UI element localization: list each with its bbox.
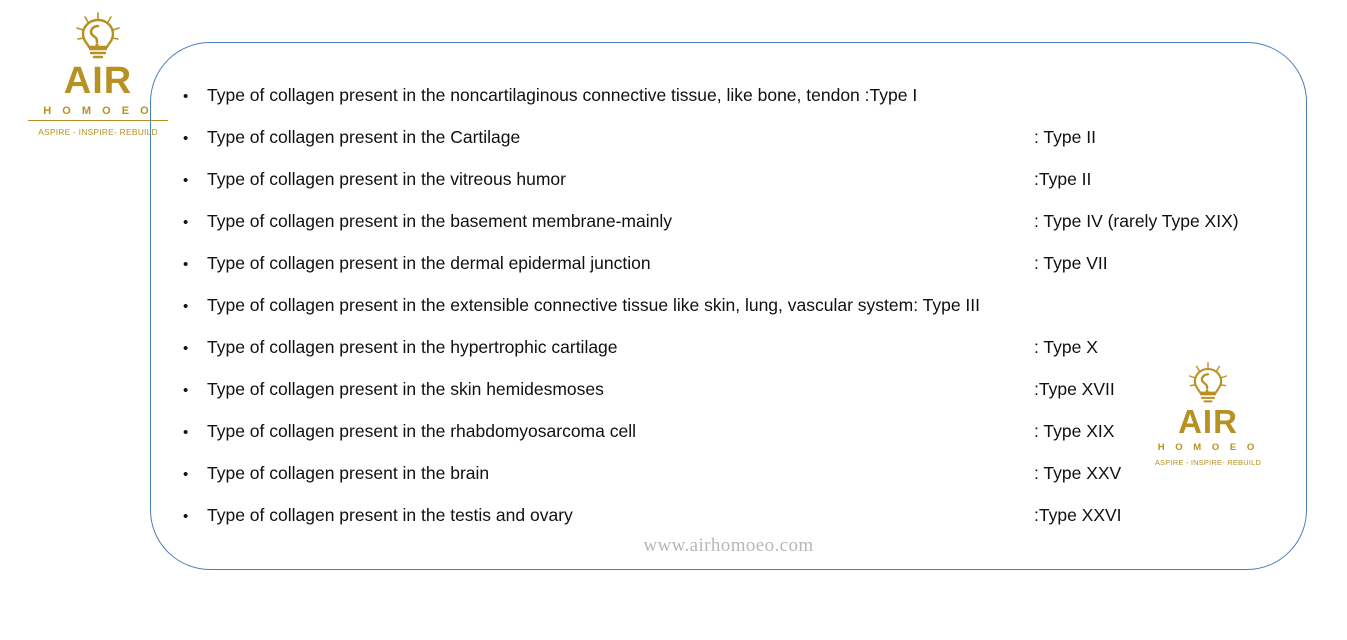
- bullet-icon: •: [183, 466, 189, 483]
- list-item-label: Type of collagen present in the Cartilage: [207, 127, 521, 147]
- list-item-label: Type of collagen present in the noncartilaginous connective tissue, like bone, tendon :Type I: [207, 85, 918, 105]
- bullet-icon: •: [183, 88, 189, 105]
- bullet-icon: •: [183, 508, 189, 525]
- brand-tagline: ASPIRE - INSPIRE- REBUILD: [1154, 458, 1262, 467]
- list-item-value: : Type X: [1034, 337, 1098, 357]
- list-item-value: :Type XXVI: [1034, 505, 1122, 525]
- list-item: [179, 421, 1286, 463]
- list-item-value: : Type XIX: [1034, 421, 1115, 441]
- bullet-icon: •: [183, 382, 189, 399]
- list-item: [179, 463, 1286, 505]
- list-item-value: : Type XXV: [1034, 463, 1122, 483]
- lightbulb-icon: [68, 12, 128, 60]
- website-footer: www.airhomoeo.com: [643, 535, 814, 556]
- list-item: [179, 211, 1286, 253]
- content-panel: [150, 42, 1307, 570]
- list-item-label: Type of collagen present in the rhabdomyosarcoma cell: [207, 421, 636, 441]
- list-item-value: : Type IV (rarely Type XIX): [1034, 211, 1239, 231]
- list-item-label: Type of collagen present in the basement membrane-mainly: [207, 211, 672, 231]
- list-item: [179, 379, 1286, 421]
- list-item: [179, 253, 1286, 295]
- list-item-value: : Type II: [1034, 127, 1096, 147]
- list-item: [179, 295, 1286, 337]
- brand-logo: [28, 12, 168, 137]
- list-item-value: : Type VII: [1034, 253, 1108, 273]
- list-item-label: Type of collagen present in the extensible connective tissue like skin, lung, vascular system: Type III: [207, 295, 980, 315]
- bullet-icon: •: [183, 172, 189, 189]
- bullet-icon: •: [183, 424, 189, 441]
- list-item: [179, 85, 1286, 127]
- brand-subtitle: H O M O E O: [43, 105, 153, 117]
- list-item: [179, 127, 1286, 169]
- brand-wordmark: AIR: [63, 60, 133, 102]
- list-item: [179, 169, 1286, 211]
- brand-wordmark: AIR: [1178, 403, 1238, 440]
- list-item-label: Type of collagen present in the brain: [207, 463, 490, 483]
- list-item-label: Type of collagen present in the vitreous humor: [207, 169, 566, 189]
- bullet-icon: •: [183, 298, 189, 315]
- list-item-label: Type of collagen present in the hypertrophic cartilage: [207, 337, 618, 357]
- list-item: [179, 337, 1286, 379]
- list-item-label: Type of collagen present in the testis and ovary: [207, 505, 573, 525]
- bullet-icon: •: [183, 256, 189, 273]
- brand-tagline: ASPIRE - INSPIRE- REBUILD: [38, 127, 158, 137]
- list-item-label: Type of collagen present in the skin hemidesmoses: [207, 379, 604, 399]
- collagen-type-list: [179, 85, 1286, 547]
- brand-subtitle: H O M O E O: [1157, 442, 1259, 453]
- brand-divider: [28, 120, 168, 121]
- list-item-value: :Type II: [1034, 169, 1092, 189]
- list-item-label: Type of collagen present in the dermal epidermal junction: [207, 253, 651, 273]
- list-item-value: :Type XVII: [1034, 379, 1115, 399]
- bullet-icon: •: [183, 130, 189, 147]
- bullet-icon: •: [183, 340, 189, 357]
- bullet-icon: •: [183, 214, 189, 231]
